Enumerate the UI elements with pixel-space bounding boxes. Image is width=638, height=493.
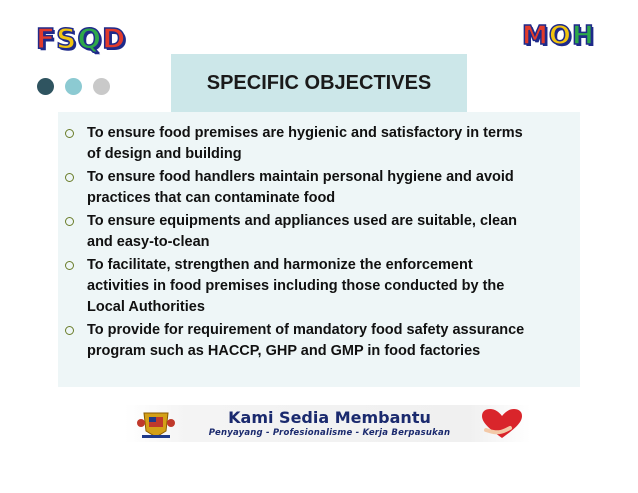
fsqd-letter-s: S — [56, 22, 78, 55]
bullet-circle-icon — [65, 326, 74, 335]
objectives-panel — [58, 112, 580, 387]
moh-logo — [522, 21, 595, 51]
fsqd-logo — [36, 22, 126, 55]
fsqd-letter-d: D — [102, 22, 127, 55]
heart-hand-icon — [478, 407, 526, 441]
objective-line: To ensure food premises are hygienic and satisfactory in terms — [87, 125, 523, 141]
objective-item — [58, 123, 572, 165]
objective-item — [58, 167, 572, 209]
objective-line: To provide for requirement of mandatory food safety assurance — [87, 322, 525, 338]
fsqd-letter-f: F — [36, 22, 57, 55]
moh-letter-m: M — [522, 21, 549, 51]
objective-line: practices that can contaminate food — [87, 190, 336, 206]
bullet-circle-icon — [65, 173, 74, 182]
objectives-list — [58, 112, 580, 362]
fsqd-letter-q: Q — [77, 22, 103, 55]
bullet-circle-icon — [65, 129, 74, 138]
dot-dark — [37, 78, 54, 95]
objective-line: To ensure equipments and appliances used are suitable, clean — [87, 213, 518, 229]
bullet-circle-icon — [65, 261, 74, 270]
objective-line: program such as HACCP, GHP and GMP in food factories — [87, 343, 481, 359]
objective-item — [58, 211, 572, 253]
objective-line: of design and building — [87, 146, 242, 162]
objective-line: To facilitate, strengthen and harmonize the enforcement — [87, 257, 473, 273]
bullet-circle-icon — [65, 217, 74, 226]
decorative-dots — [37, 78, 110, 95]
banner-slogan: Kami Sedia Membantu — [228, 407, 431, 427]
banner-text — [181, 407, 478, 438]
moh-letter-o: O — [548, 21, 572, 51]
banner-values: Penyayang - Profesionalisme - Kerja Berpasukan — [208, 427, 451, 438]
footer-banner — [125, 405, 530, 442]
dot-grey — [93, 78, 110, 95]
objective-item — [58, 320, 572, 362]
objective-line: and easy-to-clean — [87, 234, 210, 250]
objective-line: activities in food premises including those conducted by the — [87, 278, 505, 294]
objective-item — [58, 255, 572, 318]
objective-line: To ensure food handlers maintain personal hygiene and avoid — [87, 169, 514, 185]
slide-title: SPECIFIC OBJECTIVES — [206, 71, 432, 94]
malaysia-crest-icon — [131, 408, 181, 440]
moh-letter-h: H — [571, 21, 595, 51]
objective-line: Local Authorities — [87, 299, 205, 315]
slide-title-box — [171, 54, 467, 112]
dot-light-blue — [65, 78, 82, 95]
